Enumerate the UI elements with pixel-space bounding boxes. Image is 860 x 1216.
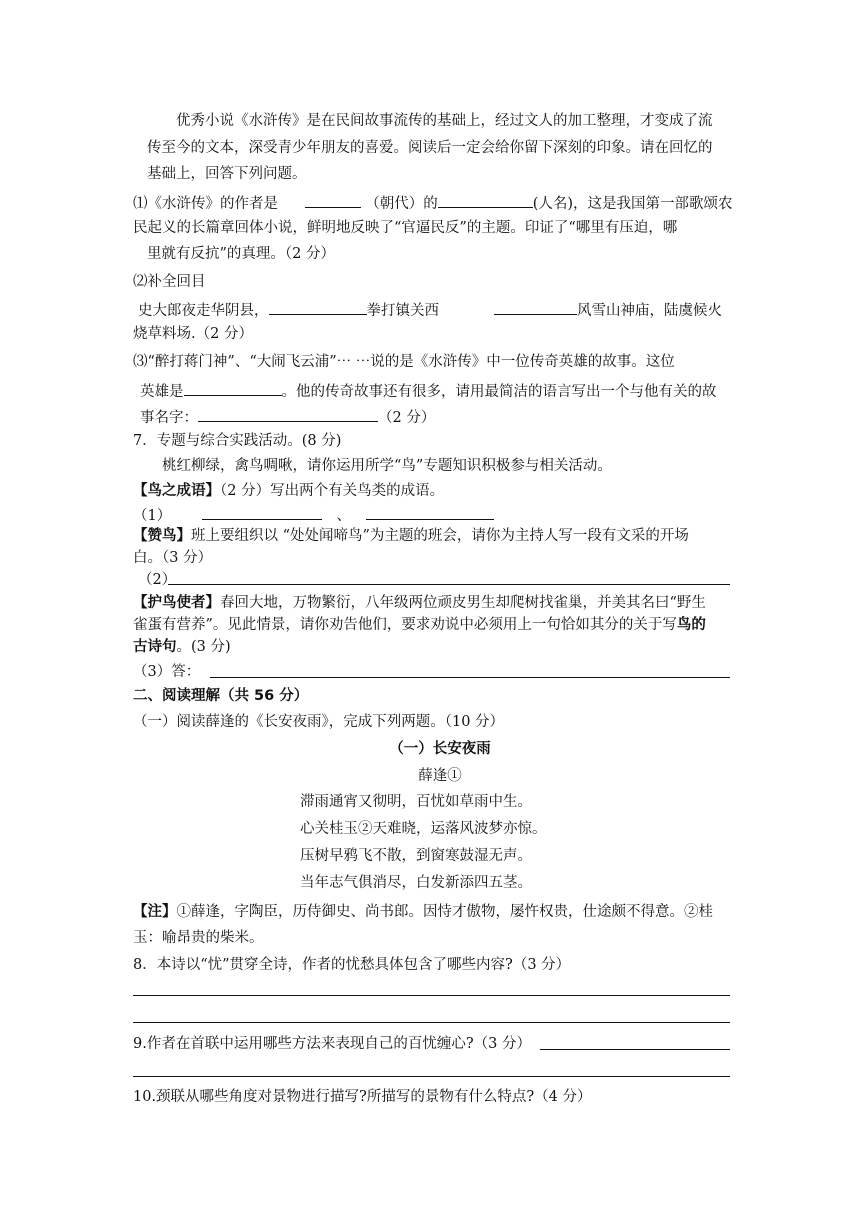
poem-note-l2: 玉：喻昂贵的柴米。 (133, 930, 264, 946)
q3-text-b: 。他的传奇故事还有很多，请用最简洁的语言写出一个与他有关的故 (281, 384, 717, 400)
poem-title: （一）长安夜雨 (389, 741, 491, 757)
praise-label: 【赞鸟】 (133, 528, 191, 544)
guard-text-2b: 鸟的 (676, 617, 706, 633)
praise-num: （2） (138, 572, 177, 588)
q7-praise-l2: 白。（3 分） (133, 550, 213, 566)
guard-text-3a: 古诗句 (133, 639, 177, 655)
q2-line-2b (494, 298, 722, 321)
poem-author: 薛逢① (418, 768, 462, 784)
note-text: ①薛逢，字陶臣，历侍御史、尚书郎。因恃才傲物，屡忤权贵，仕途颇不得意。②桂 (176, 904, 713, 920)
q9-text: 9.作者在首联中运用哪些方法来表现自己的百忧缠心?（3 分） (133, 1036, 531, 1052)
q2-blank-1[interactable] (269, 298, 367, 315)
q2-line-2 (138, 298, 439, 321)
q7-idiom-prompt (133, 481, 444, 501)
q3-line-3 (140, 405, 435, 428)
poem-line-4: 当年志气俱消尽，白发新添四五茎。 (300, 875, 532, 891)
idiom-label: 【鸟之成语】 (133, 483, 220, 499)
q1-author-blank[interactable] (438, 191, 533, 208)
q10-text: 10.颈联从哪些角度对景物进行描写?所描写的景物有什么特点?（4 分） (133, 1089, 592, 1105)
q2-blank-2[interactable] (494, 298, 577, 315)
poem-line-1: 滞雨通宵又彻明，百忧如草雨中生。 (300, 794, 532, 810)
idiom-num: （1） (133, 508, 172, 524)
q2-title: ⑵补全回目 (133, 274, 206, 290)
q7-title: 7．专题与综合实践活动。(8 分) (133, 433, 342, 449)
guard-answer-label: （3）答： (133, 664, 201, 680)
idiom-sep: 、 (336, 508, 351, 524)
q7-guard-l2 (133, 615, 706, 635)
q2-text-c: 风雪山神庙，陆虞候火 (577, 303, 722, 319)
q7-praise-l1 (133, 526, 689, 546)
guard-answer-line[interactable] (210, 677, 730, 678)
guard-label: 【护鸟使者】 (133, 595, 220, 611)
poem-line-3: 压树早鸦飞不散，到窗寒鼓湿无声。 (300, 848, 532, 864)
intro-line-3: 基础上，回答下列问题。 (147, 166, 307, 182)
q2-text-b: 拳打镇关西 (366, 303, 439, 319)
q7-intro: 桃红柳绿，禽鸟啁啾，请你运用所学“鸟”专题知识积极参与相关活动。 (162, 458, 612, 474)
q1-line-3: 里就有反抗”的真理。（2 分） (147, 246, 335, 262)
q3-line-2 (140, 379, 717, 402)
guard-text: 春回大地，万物繁衍，八年级两位顽皮男生却爬树找雀巢，并美其名曰“野生 (220, 595, 706, 611)
praise-text: 班上要组织以 “处处闻啼鸟”为主题的班会，请你为主持人写一段有文采的开场 (191, 528, 689, 544)
poem-line-2: 心关桂玉②天难晓，运落风波梦亦惊。 (300, 821, 547, 837)
q1-line-1 (133, 191, 733, 214)
q8-answer-line-1[interactable] (133, 995, 730, 996)
section-2-subtitle: （一）阅读薛逢的《长安夜雨》，完成下列两题。（10 分） (133, 714, 505, 730)
poem-note-l1 (133, 902, 713, 922)
q1-text-c: (人名)，这是我国第一部歌颂农 (532, 196, 733, 212)
q8-answer-line-2[interactable] (133, 1022, 730, 1023)
section-2-title: 二、阅读理解（共 56 分） (133, 688, 309, 704)
idiom-blank-1[interactable] (202, 503, 322, 520)
q7-guard-l3 (133, 637, 231, 657)
q1-text-a: ⑴《水浒传》的作者是 (133, 196, 278, 212)
q3-text-c: 事名字： (140, 410, 198, 426)
q3-text-a: 英雄是 (140, 384, 184, 400)
q9-answer-line-2[interactable] (133, 1076, 730, 1077)
q3-hero-blank[interactable] (184, 379, 282, 396)
praise-answer-line[interactable] (168, 584, 730, 585)
q1-text-b: （朝代）的 (365, 196, 438, 212)
q3-line-1: ⑶“醉打蒋门神”、“大闹飞云浦”⋯ ⋯说的是《水浒传》中一位传奇英雄的故事。这位 (133, 354, 675, 370)
q1-dynasty-blank[interactable] (305, 191, 361, 208)
q2-text-a: 史大郎夜走华阴县， (138, 303, 269, 319)
note-label: 【注】 (133, 904, 177, 920)
q1-line-2: 民起义的长篇章回体小说，鲜明地反映了“官逼民反”的主题。印证了“哪里有压迫，哪 (133, 220, 678, 236)
intro-line-2: 传至今的文本，深受青少年朋友的喜爱。阅读后一定会给你留下深刻的印象。请在回忆的 (147, 140, 713, 156)
q9-answer-line-1[interactable] (540, 1049, 730, 1050)
idiom-text: （2 分）写出两个有关鸟类的成语。 (220, 483, 445, 499)
q8-text: 8．本诗以“忧”贯穿全诗，作者的忧愁具体包含了哪些内容?（3 分） (133, 957, 571, 973)
guard-text-3b: 。(3 分) (176, 639, 231, 655)
intro-line-1: 优秀小说《水浒传》是在民间故事流传的基础上，经过文人的加工整理，才变成了流 (176, 113, 713, 129)
q2-line-3: 烧草料场.（2 分） (133, 326, 253, 342)
q7-guard-l1 (133, 593, 706, 613)
idiom-blank-2[interactable] (366, 503, 494, 520)
q3-text-d: （2 分） (378, 410, 436, 426)
q3-story-blank[interactable] (198, 405, 378, 422)
guard-text-2a: 雀蛋有营养”。见此情景，请你劝告他们，要求劝说中必须用上一句恰如其分的关于写 (133, 617, 677, 633)
q7-idiom-answer (133, 503, 494, 526)
